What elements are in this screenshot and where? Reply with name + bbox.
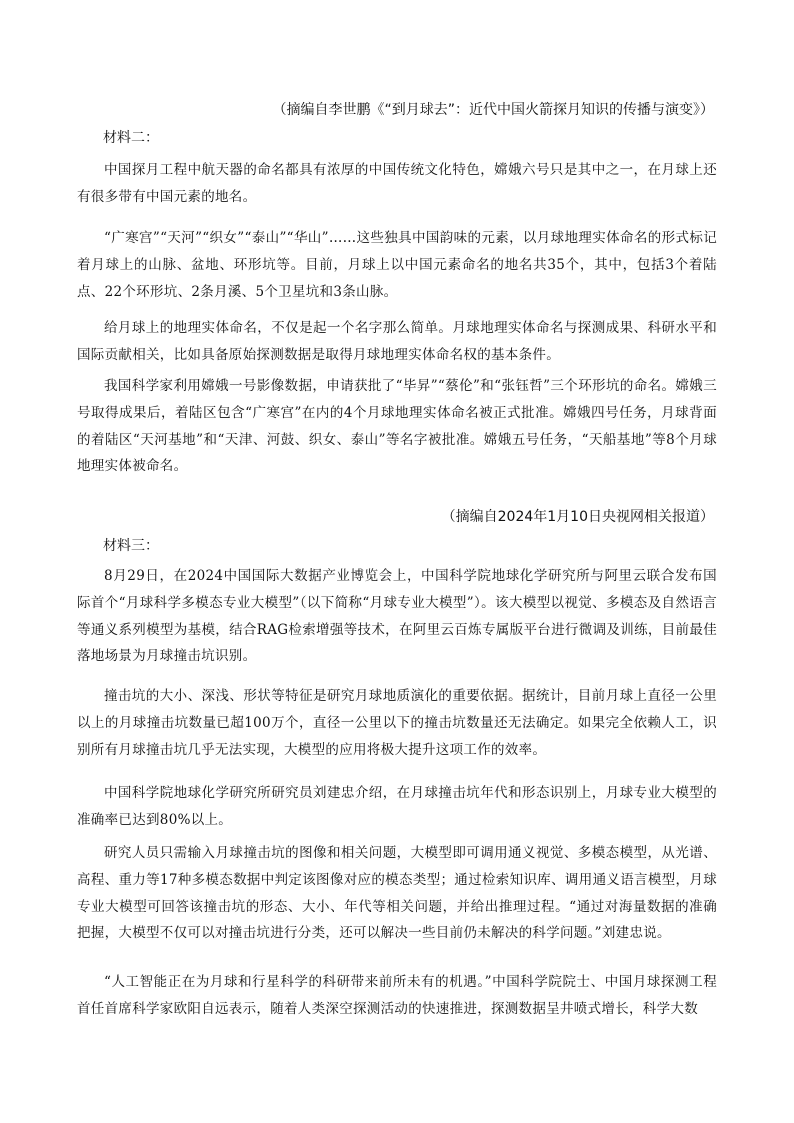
material-3-heading: 材料三： — [103, 538, 159, 554]
material-2-paragraph-3: 给月球上的地理实体命名，不仅是起一个名字那么简单。月球地理实体命名与探测成果、科研水平和国际贡献相关，比如具备原始探测数据是取得月球地理实体命名权的基本条件。 — [77, 320, 717, 363]
material-2-paragraph-2: “广寒宫”“天河”“织女”“泰山”“华山”……这些独具中国韵味的元素，以月球地理实体命名的形式标记着月球上的山脉、盆地、环形坑等。目前，月球上以中国元素命名的地名共35个，其中，包括3个着陆点、22个环形坑、2条月溪、5个卫星坑和3条山脉。 — [77, 230, 717, 300]
material-3-paragraph-5: “人工智能正在为月球和行星科学的科研带来前所未有的机遇。”中国科学院院士、中国月球探测工程首任首席科学家欧阳自远表示，随着人类深空探测活动的快速推进，探测数据呈井喷式增长，科学大数 — [77, 974, 717, 1017]
material-3-paragraph-2: 撞击坑的大小、深浅、形状等特征是研究月球地质演化的重要依据。据统计，目前月球上直径一公里以上的月球撞击坑数量已超100万个，直径一公里以下的撞击坑数量还无法确定。如果完全依赖人工，识别所有月球撞击坑几乎无法实现，大模型的应用将极大提升这项工作的效率。 — [77, 688, 717, 758]
material-3-paragraph-4: 研究人员只需输入月球撞击坑的图像和相关问题，大模型即可调用通义视觉、多模态模型，从光谱、高程、重力等17种多模态数据中判定该图像对应的模态类型；通过检索知识库、调用通义语言模型，月球专业大模型可回答该撞击坑的形态、大小、年代等相关问题，并给出推理过程。“通过对海量数据的准确把握，大模型不仅可以对撞击坑进行分类，还可以解决一些目前仍未解决的科学问题。”刘建忠说。 — [77, 845, 717, 942]
material-2-paragraph-1: 中国探月工程中航天器的命名都具有浓厚的中国传统文化特色，嫦娥六号只是其中之一，在月球上还有很多带有中国元素的地名。 — [77, 162, 717, 205]
material-3-paragraph-3: 中国科学院地球化学研究所研究员刘建忠介绍，在月球撞击坑年代和形态识别上，月球专业大模型的准确率已达到80%以上。 — [77, 785, 717, 828]
source-citation-1: （摘编自李世鹏《“到月球去”：近代中国火箭探月知识的传播与演变》） — [272, 102, 714, 118]
material-2-paragraph-4: 我国科学家利用嫦娥一号影像数据，申请获批了“毕昇”“蔡伦”和“张钰哲”三个环形坑的命名。嫦娥三号取得成果后，着陆区包含“广寒宫”在内的4个月球地理实体命名被正式批准。嫦娥四号任务，月球背面的着陆区“天河基地”和“天津、河鼓、织女、泰山”等名字被批准。嫦娥五号任务，“天船基地”等8个月球地理实体被命名。 — [77, 378, 717, 475]
material-3-paragraph-1: 8月29日，在2024中国国际大数据产业博览会上，中国科学院地球化学研究所与阿里云联合发布国际首个“月球科学多模态专业大模型”（以下简称“月球专业大模型”）。该大模型以视觉、多模态及自然语言等通义系列模型为基模，结合RAG检索增强等技术，在阿里云百炼专属版平台进行微调及训练，目前最佳落地场景为月球撞击坑识别。 — [77, 568, 717, 665]
material-2-heading: 材料二： — [103, 130, 159, 146]
source-citation-2: （摘编自2024年1月10日央视网相关报道） — [441, 509, 714, 525]
